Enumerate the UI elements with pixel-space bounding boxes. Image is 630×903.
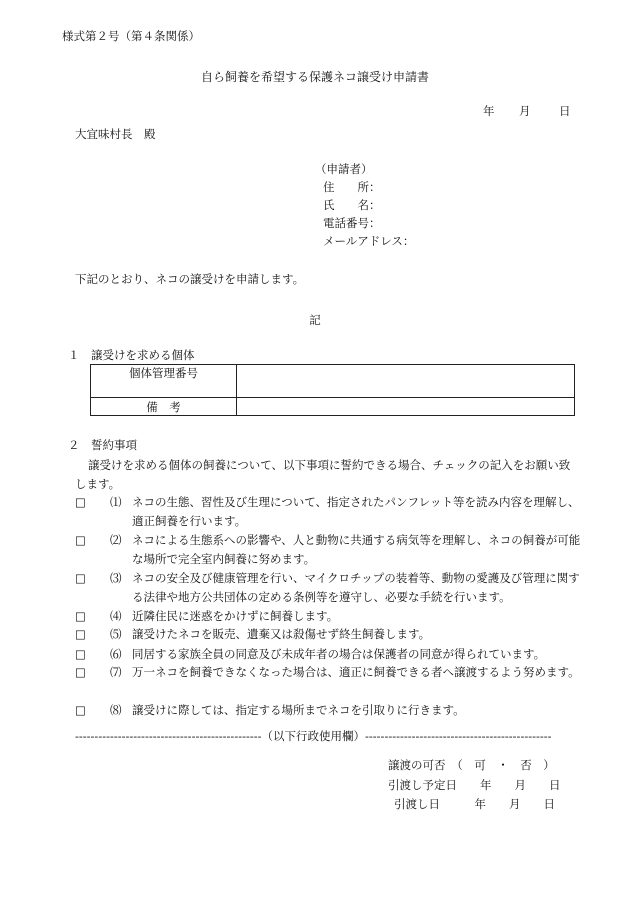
individual-table: [90, 364, 575, 416]
addressee: 大宜味村長 殿: [75, 127, 156, 141]
scheduled-date-line: 引渡し予定日 年 月 日: [388, 778, 561, 792]
id-number-field[interactable]: [237, 365, 575, 398]
pledge-text: ネコの生態、習性及び生理について、指定されたパンフレット等を読み内容を理解し、適正飼養を行います。: [132, 495, 580, 528]
pledge-checkbox[interactable]: □: [75, 495, 86, 509]
pledge-number: ⑻: [110, 703, 122, 717]
ki-heading: 記: [309, 313, 321, 327]
pledge-checkbox[interactable]: □: [75, 647, 86, 661]
dash-right: ------------------------------------------------: [365, 729, 552, 743]
pledge-text: 同居する家族全員の同意及び未成年者の場合は保護者の同意が得られています。: [132, 647, 546, 661]
applicant-email: メールアドレス：: [323, 234, 415, 248]
pledge-checkbox[interactable]: □: [75, 703, 86, 717]
date-year: 年: [483, 104, 495, 118]
page-title: 自ら飼養を希望する保護ネコ譲受け申請書: [200, 70, 429, 84]
pledge-checkbox[interactable]: □: [75, 571, 86, 585]
date-month: 月: [519, 104, 531, 118]
pledge-checkbox[interactable]: □: [75, 665, 86, 679]
section1-heading: １ 譲受けを求める個体: [68, 348, 195, 362]
pledge-number: ⑵: [110, 533, 122, 547]
pledge-number: ⑷: [110, 609, 122, 623]
date-day: 日: [559, 104, 571, 118]
pledge-number: ⑺: [110, 665, 122, 679]
pledge-number: ⑴: [110, 495, 122, 509]
form-number: 様式第２号（第４条関係）: [62, 29, 200, 43]
pledge-text: 譲受けたネコを販売、遺棄又は殺傷せず終生飼養します。: [132, 627, 431, 641]
application-date: [483, 103, 571, 119]
id-number-label: 個体管理番号: [91, 365, 237, 398]
admin-divider-label: （以下行政使用欄）: [261, 729, 366, 743]
pledge-checkbox[interactable]: □: [75, 627, 86, 641]
pledge-checkbox[interactable]: □: [75, 533, 86, 547]
pledge-number: ⑹: [110, 647, 122, 661]
remarks-label: 備 考: [91, 398, 237, 416]
applicant-heading: （申請者）: [315, 162, 373, 176]
pledge-number: ⑶: [110, 571, 122, 585]
delivered-date-line: 引渡し日 年 月 日: [394, 797, 555, 811]
pledge-text: 譲受けに際しては、指定する場所までネコを引取りに行きます。: [132, 703, 465, 717]
pledge-text: ネコの安全及び健康管理を行い、マイクロチップの装着等、動物の愛護及び管理に関する法律や地方公共団体の定める条例等を遵守し、必要な手続を行います。: [132, 571, 580, 604]
admin-divider: [75, 728, 613, 744]
dash-left: ------------------------------------------------: [75, 729, 262, 743]
pledge-text: 万一ネコを飼養できなくなった場合は、適正に飼養できる者へ譲渡するよう努めます。: [132, 665, 580, 679]
intro-text: 下記のとおり、ネコの譲受けを申請します。: [75, 272, 305, 286]
pledge-text: 近隣住民に迷惑をかけずに飼養します。: [132, 609, 339, 623]
applicant-address: 住 所：: [323, 180, 381, 194]
pledge-checkbox[interactable]: □: [75, 609, 86, 623]
pledge-intro: 譲受けを求める個体の飼養について、以下事項に誓約できる場合、チェックの記入をお願い致します。: [75, 458, 571, 491]
pledge-number: ⑸: [110, 627, 122, 641]
section2-heading: ２ 誓約事項: [68, 438, 137, 452]
applicant-phone: 電話番号：: [323, 216, 381, 230]
applicant-name: 氏 名：: [323, 198, 381, 212]
approval-line: 譲渡の可否 （ 可 ・ 否 ）: [388, 758, 555, 772]
applicant-block: [315, 160, 414, 250]
pledge-text: ネコによる生態系への影響や、人と動物に共通する病気等を理解し、ネコの飼養が可能な場所で完全室内飼養に努めます。: [132, 533, 581, 566]
remarks-field[interactable]: [237, 398, 575, 416]
